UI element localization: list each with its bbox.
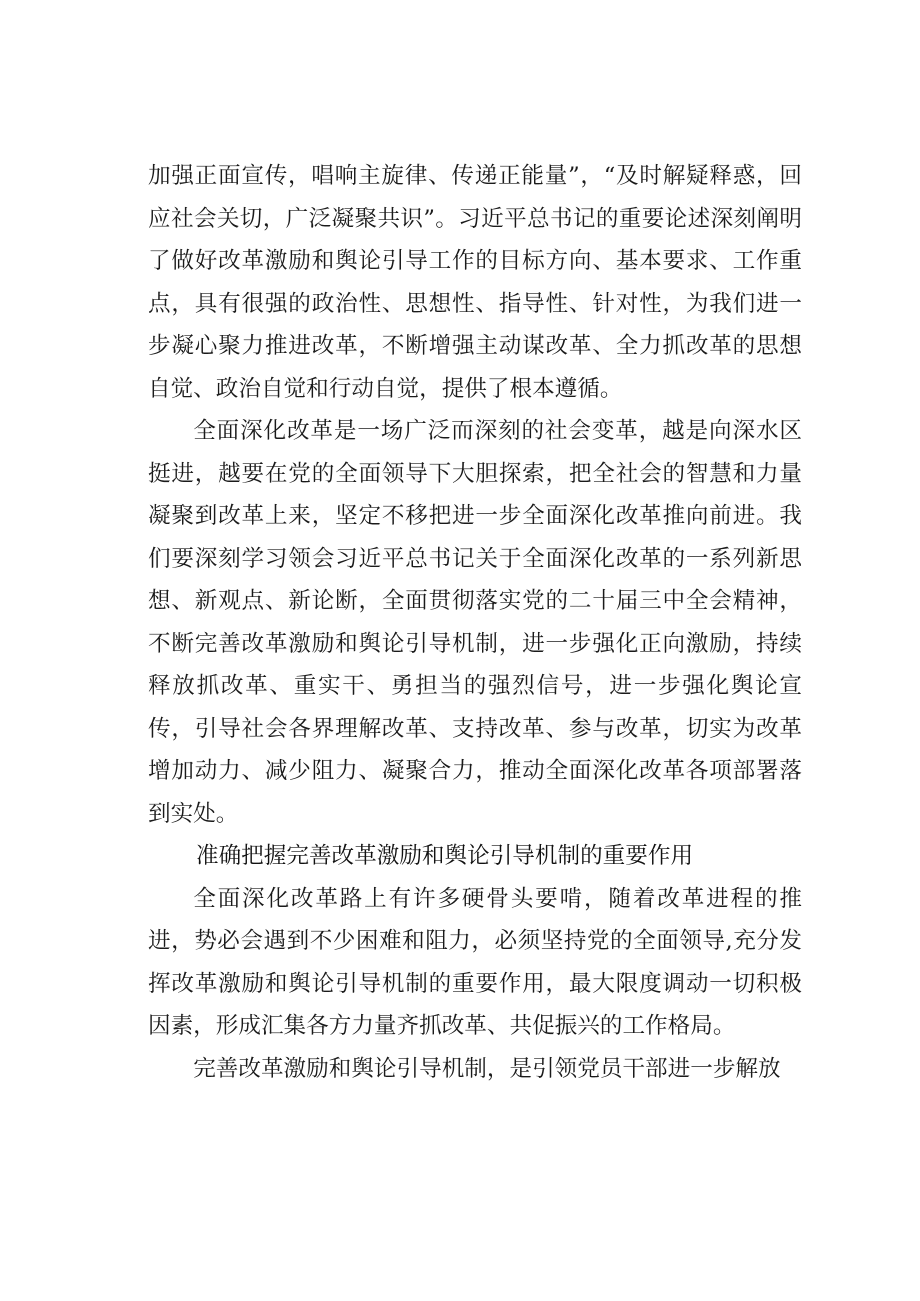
paragraph-4: 完善改革激励和舆论引导机制，是引领党员干部进一步解放 [193,1055,781,1082]
paragraph-1: 加强正面宣传，唱响主旋律、传递正能量”，“及时解疑释惑，回应社会关切，广泛凝聚共识”。习近平总书记的重要论述深刻阐明了做好改革激励和舆论引导工作的目标方向、基本要求、工作重点，具有很强的政治性、思想性、指导性、针对性，为我们进一步凝心聚力推进改革，不断增强主动谋改革、全力抓改革的思想自觉、政治自觉和行动自觉，提供了根本遵循。 [148,163,802,402]
section-heading: 准确把握完善改革激励和舆论引导机制的重要作用 [196,843,694,869]
document-page [148,155,802,1090]
paragraph-3: 全面深化改革路上有许多硬骨头要啃，随着改革进程的推进，势必会遇到不少困难和阻力，必须坚持党的全面领导,充分发挥改革激励和舆论引导机制的重要作用，最大限度调动一切积极因素，形成汇集各方力量齐抓改革、共促振兴的工作格局。 [148,885,802,1039]
paragraph-2: 全面深化改革是一场广泛而深刻的社会变革，越是向深水区挺进，越要在党的全面领导下大胆探索，把全社会的智慧和力量凝聚到改革上来，坚定不移把进一步全面深化改革推向前进。我们要深刻学习领会习近平总书记关于全面深化改革的一系列新思想、新观点、新论断，全面贯彻落实党的二十届三中全会精神，不断完善改革激励和舆论引导机制，进一步强化正向激励，持续释放抓改革、重实干、勇担当的强烈信号，进一步强化舆论宣传，引导社会各界理解改革、支持改革、参与改革，切实为改革增加动力、减少阻力、凝聚合力，推动全面深化改革各项部署落到实处。 [148,418,802,827]
